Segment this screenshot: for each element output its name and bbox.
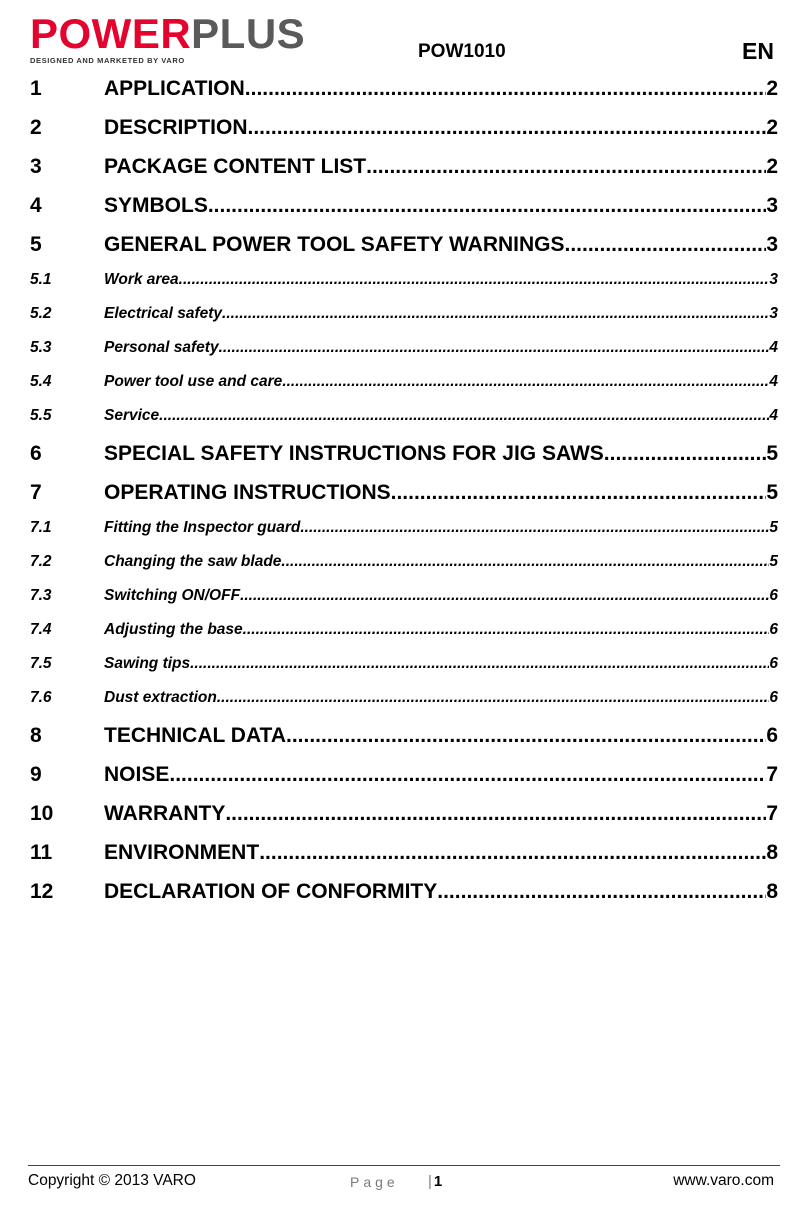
toc-entry-number: 10 <box>30 802 54 825</box>
toc-entry-page: 5 <box>769 553 778 570</box>
toc-dot-leader <box>225 802 766 826</box>
logo-wordmark <box>30 10 326 57</box>
toc-subentry[interactable] <box>30 649 778 683</box>
toc-entry-title: ENVIRONMENT <box>104 841 260 864</box>
toc-entry-number: 5 <box>30 233 42 256</box>
toc-dot-leader <box>281 553 769 571</box>
toc-subentry[interactable] <box>30 683 778 717</box>
toc-entry-number: 12 <box>30 880 54 903</box>
toc-entry-page: 2 <box>766 116 778 139</box>
toc-entry-number: 11 <box>30 841 53 864</box>
toc-entry-page: 5 <box>766 442 778 465</box>
toc-dot-leader <box>219 339 770 357</box>
toc-entry-title: Dust extraction <box>104 689 217 706</box>
language-code: EN <box>742 38 774 64</box>
toc-entry-page: 6 <box>769 689 778 706</box>
toc-entry-page: 5 <box>769 519 778 536</box>
page-header <box>0 0 808 70</box>
toc-subentry[interactable] <box>30 401 778 435</box>
page-footer <box>28 1165 780 1196</box>
toc-entry-number: 3 <box>30 155 42 178</box>
toc-entry-title: DECLARATION OF CONFORMITY <box>104 880 438 903</box>
toc-entry-number: 5.2 <box>30 305 52 322</box>
toc-entry-title: Service <box>104 407 160 424</box>
toc-entry-page: 8 <box>766 841 778 864</box>
toc-subentry[interactable] <box>30 513 778 547</box>
toc-dot-leader <box>366 155 766 179</box>
toc-entry[interactable] <box>30 187 778 226</box>
toc-subentry[interactable] <box>30 265 778 299</box>
logo-tagline: DESIGNED AND MARKETED BY VARO <box>30 56 185 65</box>
toc-dot-leader <box>217 689 770 707</box>
toc-dot-leader <box>222 305 769 323</box>
model-number: POW1010 <box>418 41 506 62</box>
toc-entry-title: APPLICATION <box>104 77 245 100</box>
toc-dot-leader <box>391 481 767 505</box>
toc-dot-leader <box>240 587 769 605</box>
toc-entry-number: 5.4 <box>30 373 52 390</box>
toc-entry-title: OPERATING INSTRUCTIONS <box>104 481 391 504</box>
toc-entry-page: 6 <box>769 587 778 604</box>
toc-entry-number: 7.2 <box>30 553 52 570</box>
website-link[interactable]: www.varo.com <box>673 1172 774 1189</box>
toc-entry[interactable] <box>30 795 778 834</box>
toc-entry-number: 7.6 <box>30 689 52 706</box>
toc-dot-leader <box>300 519 769 537</box>
toc-entry[interactable] <box>30 717 778 756</box>
toc-dot-leader <box>169 763 766 787</box>
page-separator: | <box>428 1173 432 1190</box>
toc-dot-leader <box>248 116 767 140</box>
toc-subentry[interactable] <box>30 581 778 615</box>
toc-entry-number: 6 <box>30 442 42 465</box>
toc-dot-leader <box>179 271 770 289</box>
toc-entry-title: Changing the saw blade <box>104 553 282 570</box>
toc-dot-leader <box>259 841 766 865</box>
toc-dot-leader <box>245 77 767 101</box>
toc-dot-leader <box>159 407 769 425</box>
toc-entry-page: 4 <box>769 373 778 390</box>
toc-entry-number: 8 <box>30 724 42 747</box>
toc-entry-number: 7.1 <box>30 519 52 536</box>
toc-entry-page: 7 <box>766 763 778 786</box>
toc-entry[interactable] <box>30 474 778 513</box>
toc-entry-title: Work area <box>104 271 179 288</box>
table-of-contents <box>30 70 778 912</box>
toc-entry-number: 5.1 <box>30 271 52 288</box>
toc-subentry[interactable] <box>30 615 778 649</box>
toc-entry-page: 8 <box>766 880 778 903</box>
toc-dot-leader <box>565 233 767 257</box>
toc-entry-number: 7.3 <box>30 587 52 604</box>
toc-entry-page: 7 <box>766 802 778 825</box>
toc-entry-title: Sawing tips <box>104 655 191 672</box>
toc-dot-leader <box>286 724 766 748</box>
toc-entry-number: 7.4 <box>30 621 52 638</box>
toc-entry-number: 5.5 <box>30 407 52 424</box>
copyright-text: Copyright © 2013 VARO <box>28 1172 196 1189</box>
toc-entry-number: 5.3 <box>30 339 52 356</box>
toc-subentry[interactable] <box>30 367 778 401</box>
toc-dot-leader <box>190 655 769 673</box>
toc-entry-number: 9 <box>30 763 42 786</box>
toc-entry-page: 2 <box>766 77 778 100</box>
toc-entry-title: SPECIAL SAFETY INSTRUCTIONS FOR JIG SAWS <box>104 442 604 465</box>
toc-entry-page: 6 <box>769 655 778 672</box>
toc-dot-leader <box>437 880 766 904</box>
toc-entry-number: 4 <box>30 194 42 217</box>
page-label: Page <box>350 1174 399 1190</box>
toc-entry-title: Personal safety <box>104 339 219 356</box>
toc-entry-number: 2 <box>30 116 42 139</box>
toc-entry-page: 5 <box>766 481 778 504</box>
toc-entry[interactable] <box>30 834 778 873</box>
toc-entry[interactable] <box>30 435 778 474</box>
toc-entry-title: SYMBOLS <box>104 194 208 217</box>
toc-dot-leader <box>604 442 767 466</box>
toc-entry-page: 4 <box>769 339 778 356</box>
toc-entry[interactable] <box>30 873 778 912</box>
toc-entry-number: 1 <box>30 77 42 100</box>
toc-entry-page: 3 <box>766 233 778 256</box>
toc-subentry[interactable] <box>30 547 778 581</box>
toc-entry-title: Switching ON/OFF <box>104 587 241 604</box>
toc-subentry[interactable] <box>30 299 778 333</box>
toc-entry-title: PACKAGE CONTENT LIST <box>104 155 367 178</box>
toc-entry-title: DESCRIPTION <box>104 116 248 139</box>
toc-entry-page: 4 <box>769 407 778 424</box>
toc-entry-page: 3 <box>769 271 778 288</box>
toc-dot-leader <box>208 194 766 218</box>
toc-entry-number: 7 <box>30 481 42 504</box>
toc-entry-page: 6 <box>769 621 778 638</box>
toc-dot-leader <box>243 621 770 639</box>
toc-entry[interactable] <box>30 148 778 187</box>
page-number-value: 1 <box>433 1173 443 1190</box>
toc-entry[interactable] <box>30 70 778 109</box>
toc-entry-title: WARRANTY <box>104 802 226 825</box>
toc-entry-page: 3 <box>766 194 778 217</box>
toc-entry-number: 7.5 <box>30 655 52 672</box>
toc-subentry[interactable] <box>30 333 778 367</box>
toc-dot-leader <box>282 373 769 391</box>
toc-entry-page: 6 <box>766 724 778 747</box>
logo-word-power: POWER <box>30 10 192 57</box>
toc-entry-title: Power tool use and care <box>104 373 283 390</box>
powerplus-logo <box>30 10 326 66</box>
toc-entry[interactable] <box>30 109 778 148</box>
toc-entry-title: NOISE <box>104 763 170 786</box>
toc-entry-title: TECHNICAL DATA <box>104 724 286 747</box>
toc-entry[interactable] <box>30 756 778 795</box>
logo-word-plus: PLUS <box>191 10 306 57</box>
toc-entry[interactable] <box>30 226 778 265</box>
toc-entry-page: 3 <box>769 305 778 322</box>
toc-entry-title: Electrical safety <box>104 305 223 322</box>
toc-entry-title: Fitting the Inspector guard <box>104 519 301 536</box>
toc-entry-title: GENERAL POWER TOOL SAFETY WARNINGS <box>104 233 565 256</box>
page-number <box>428 1173 442 1190</box>
toc-entry-title: Adjusting the base <box>104 621 243 638</box>
toc-entry-page: 2 <box>766 155 778 178</box>
